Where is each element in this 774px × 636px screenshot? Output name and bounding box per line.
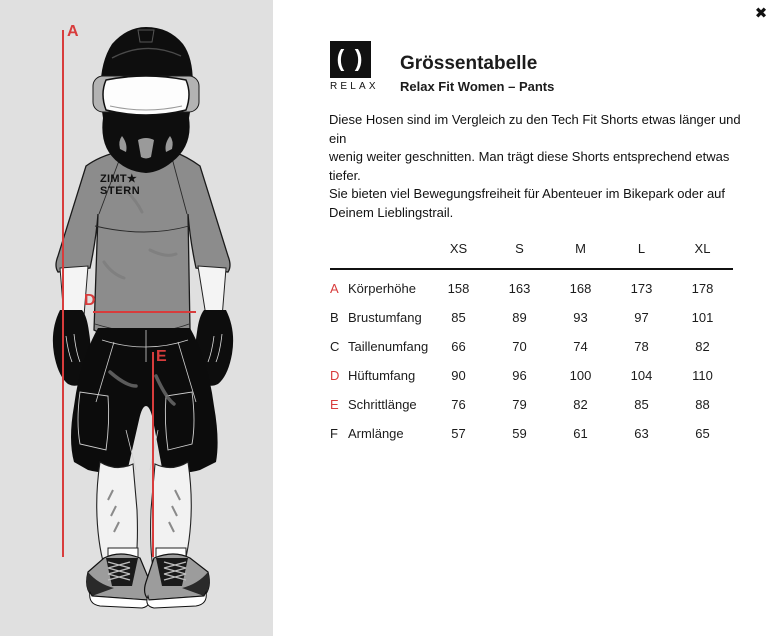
column-header-m: M [575,241,586,256]
cell-value: 96 [512,368,527,383]
cell-value: 70 [512,339,527,354]
table-row [330,419,733,448]
row-letter: F [330,426,338,441]
cell-value: 79 [512,397,527,412]
row-label: Hüftumfang [348,368,416,383]
cell-value: 90 [451,368,466,383]
figure-panel [0,0,273,636]
size-table-header [330,238,733,270]
cell-value: 100 [569,368,592,383]
brand-logo [330,41,379,92]
cell-value: 104 [630,368,653,383]
row-letter: C [330,339,340,354]
cell-value: 173 [630,281,653,296]
cell-value: 76 [451,397,466,412]
description-line: Sie bieten viel Bewegungsfreiheit für Abenteuer im Bikepark oder auf [329,186,726,201]
cell-value: 82 [573,397,588,412]
description-line: wenig weiter geschnitten. Man trägt diese Shorts entsprechend etwas tiefer. [329,149,730,183]
row-letter: A [330,281,339,296]
row-label: Schrittlänge [348,397,417,412]
close-button[interactable]: ✖ [750,2,772,24]
cell-value: 57 [451,426,466,441]
column-header-xl: XL [694,241,711,256]
cell-value: 66 [451,339,466,354]
page-title: Grössentabelle [400,53,538,74]
row-letter: D [330,368,340,383]
description-line: Diese Hosen sind im Vergleich zu den Tech Fit Shorts etwas länger und ein [329,112,741,146]
measure-line-d [93,311,196,313]
table-row [330,274,733,303]
table-row [330,303,733,332]
jersey-logo-line2: STERN [100,185,141,197]
rider-illustration [0,0,273,636]
measure-label-e: E [156,348,167,365]
cell-value: 74 [573,339,588,354]
cell-value: 178 [691,281,714,296]
cell-value: 65 [695,426,710,441]
measure-label-a: A [67,23,79,40]
description-text [329,111,759,222]
measure-line-a [62,30,64,557]
cell-value: 59 [512,426,527,441]
cell-value: 88 [695,397,710,412]
size-table [330,238,733,448]
cell-value: 89 [512,310,527,325]
cell-value: 63 [634,426,649,441]
jersey-logo-line1: ZIMT★ [100,173,138,185]
title-block [400,54,554,94]
column-header-xs: XS [449,241,468,256]
cell-value: 163 [508,281,531,296]
cell-value: 158 [447,281,470,296]
cell-value: 82 [695,339,710,354]
cell-value: 61 [573,426,588,441]
row-label: Taillenumfang [348,339,429,354]
brand-logo-text: RELAX [330,81,379,92]
row-label: Armlänge [348,426,404,441]
cell-value: 168 [569,281,592,296]
description-line: Deinem Lieblingstrail. [329,204,454,220]
measure-line-e [152,352,154,557]
table-row [330,361,733,390]
table-row [330,390,733,419]
cell-value: 97 [634,310,649,325]
cell-value: 101 [691,310,714,325]
cell-value: 78 [634,339,649,354]
cell-value: 85 [451,310,466,325]
row-letter: E [330,397,339,412]
column-header-l: L [637,241,646,256]
page-subtitle: Relax Fit Women – Pants [400,79,555,94]
size-table-body [330,274,733,448]
cell-value: 85 [634,397,649,412]
brand-logo-icon: ( ) [330,41,371,78]
table-row [330,332,733,361]
measure-label-d: D [84,292,96,309]
row-label: Brustumfang [348,310,422,325]
row-label: Körperhöhe [348,281,416,296]
cell-value: 110 [692,368,713,383]
column-header-s: S [515,241,524,256]
cell-value: 93 [573,310,588,325]
row-letter: B [330,310,339,325]
